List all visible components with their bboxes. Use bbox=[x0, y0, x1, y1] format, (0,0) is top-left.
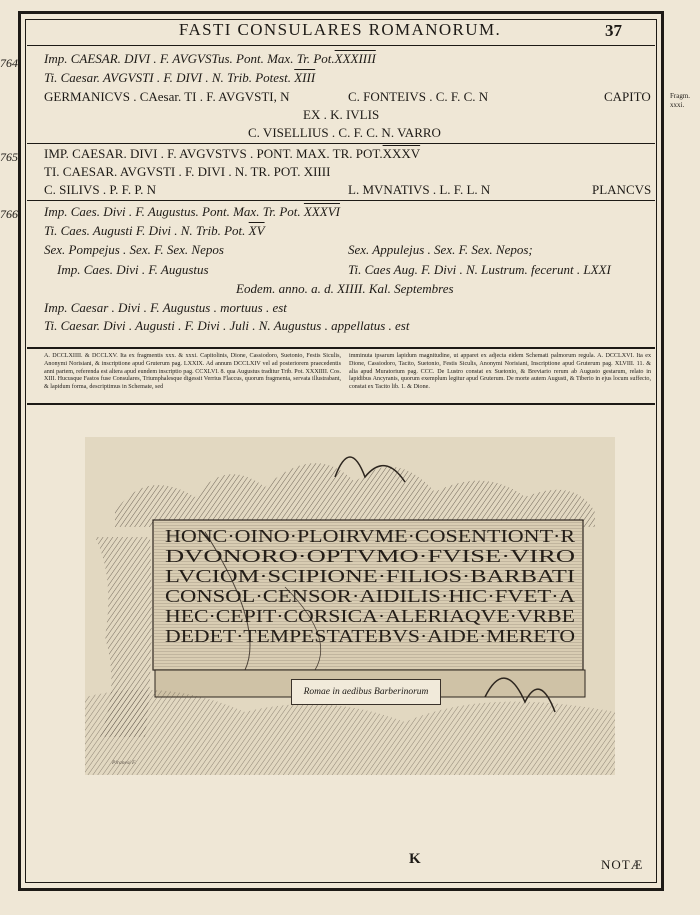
inscription-line: DVONORO·OPTVMO·FVISE·VIRO bbox=[165, 546, 575, 566]
fasti-line: Ti. Caesar. AVGVSTI . F. DIVI . N. Trib. Potest. XIII bbox=[44, 70, 316, 85]
fasti-line: Ti. Caes. Augusti F. Divi . N. Trib. Pot. $\overline{XV}$ bbox=[44, 223, 265, 238]
margin-year-766: 766 bbox=[0, 207, 18, 221]
catchword: NOTÆ bbox=[601, 857, 644, 872]
margin-year-765: 765 bbox=[0, 150, 18, 164]
fasti-line: C. SILIVS . P. F. P. N bbox=[44, 182, 157, 197]
fasti-line: GERMANICVS . CAesar. TI . F. AVGVSTI, N bbox=[44, 89, 290, 104]
plate-rule bbox=[27, 403, 655, 405]
fasti-line: Imp. Caes. Divi . F. Augustus bbox=[57, 262, 209, 277]
fasti-line: Imp. CAESAR. DIVI . F. AVGVSTus. Pont. Max. Tr. Pot.XXXIIII bbox=[44, 51, 376, 66]
fasti-line: TI. CAESAR. AVGVSTI . F. DIVI . N. TR. POT. XIIII bbox=[44, 164, 331, 179]
footnote-right: imminuta ipsarum lapidum magnitudine, ut apparet ex adjecta eidem Schemati palmorum regula. A. DCCLXVI. Ita ex Dione, Cassiodoro, Tacito, Suetonio, Festis Siculis, Anonymi Norisiani, Inscriptione apud Gruterum pag. XLVIII. 11. & alia apud Muratorium pag. CCC. De Lustro constat ex Suetonio, & Breviario rerum ab Augusto gestarum, relato in lapidibus Ancyranis, quorum exemplum legitur apud Gruterum. De morte autem Augusti, & Tiberio in ejus locum suffecto, constat ex Tacito lib. 1. & Dione. bbox=[349, 353, 651, 391]
fasti-line: PLANCVS bbox=[592, 182, 652, 197]
header-rule bbox=[27, 45, 655, 46]
fasti-line: Imp. Caesar . Divi . F. Augustus . mortuus . est bbox=[44, 300, 287, 315]
page-title: FASTI CONSULARES ROMANORUM. bbox=[178, 20, 502, 39]
fasti-line: IMP. CAESAR. DIVI . F. AVGVSTVS . PONT. MAX. TR. POT.XXXV bbox=[44, 146, 421, 161]
margin-note: Fragm. xxxi. bbox=[670, 92, 691, 109]
inscription bbox=[165, 526, 575, 646]
fasti-line: Imp. Caes. Divi . F. Augustus. Pont. Max. Tr. Pot. XXXVI bbox=[44, 204, 340, 219]
inscription-line: CONSOL·CENSOR·AIDILIS·HIC·FVET·A bbox=[165, 586, 575, 606]
page-number: 37 bbox=[605, 21, 622, 40]
inscription-line: HONC·OINO·PLOIRVME·COSENTIONT·R bbox=[165, 526, 575, 546]
year-rule bbox=[27, 200, 655, 201]
footnote-left: A. DCCLXIIII. & DCCLXV. Ita ex fragmentis xxx. & xxxi. Capitolinis, Dione, Cassiodoro, Suetonio, Festis Siculis, Anonymi Norisiani, & inscriptione apud Gruterum pag. LXXIX. Ad annum DCCLXIV vel ad posteriorem praecedentis anni partem, referenda est altera apud eundem inscriptio pag. CCXLVI. 8. qua Augustus traditur Trib. Pot. XXXIIII. Cos. XIII. Hucusque Fastos fuse Consulares, Triumphalesque digessit Verrius Flaccus, quorum fragmenta, servata illustrabant, & lapidum forma, descriptimus in Schemate, sed bbox=[44, 353, 341, 391]
engraved-plate bbox=[85, 437, 615, 775]
signature-mark: K bbox=[409, 851, 421, 867]
fasti-line: L. MVNATIVS . L. F. L. N bbox=[348, 182, 491, 197]
fasti-line: Sex. Pompejus . Sex. F. Sex. Nepos bbox=[44, 242, 224, 257]
fasti-line: Ti. Caes Aug. F. Divi . N. Lustrum. fecerunt . LXXI bbox=[348, 262, 611, 277]
fasti-line: EX . K. IVLIS bbox=[303, 107, 380, 122]
fasti-line: C. VISELLIUS . C. F. C. N. VARRO bbox=[248, 125, 441, 140]
inscription-line: DEDET·TEMPESTATEBVS·AIDE·MERETO bbox=[165, 626, 575, 646]
plate-caption: Romae in aedibus Barberinorum bbox=[291, 679, 441, 705]
fasti-line: CAPITO bbox=[604, 89, 651, 104]
fasti-line: Eodem. anno. a. d. XIIII. Kal. Septembres bbox=[236, 281, 454, 296]
engraver-signature: Piranesi F. bbox=[112, 760, 137, 766]
margin-year-764: 764 bbox=[0, 56, 18, 70]
plate-engraving bbox=[85, 437, 615, 775]
footnote-rule bbox=[27, 347, 655, 349]
inscription-line: LVCIOM·SCIPIONE·FILIOS·BARBATI bbox=[165, 566, 575, 586]
fasti-line: C. FONTEIVS . C. F. C. N bbox=[348, 89, 489, 104]
fasti-line: Ti. Caesar. Divi . Augusti . F. Divi . Juli . N. Augustus . appellatus . est bbox=[44, 318, 410, 333]
year-rule bbox=[27, 143, 655, 144]
inscription-line: HEC·CEPIT·CORSICA·ALERIAQVE·VRBE bbox=[165, 606, 575, 626]
fasti-line: Sex. Appulejus . Sex. F. Sex. Nepos; bbox=[348, 242, 533, 257]
